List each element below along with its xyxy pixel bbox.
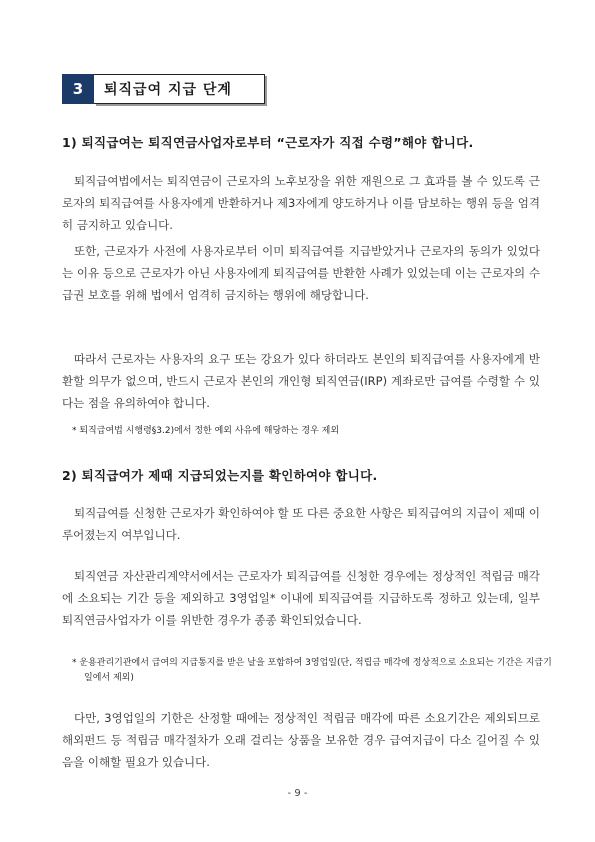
- section-number: 3: [62, 74, 94, 104]
- subsection-1-paragraph-2: 또한, 근로자가 사전에 사용자로부터 이미 퇴직급여를 지급받았거나 근로자의 동의가 있었다는 이유 등으로 근로자가 아닌 사용자에게 퇴직급여를 반환한 사례가 있었는데 이는 근로자의 수급권 보호를 위해 법에서 엄격히 금지하는 행위에 해당합니다.: [62, 244, 540, 302]
- subsection-1-paragraph-3: 따라서 근로자는 사용자의 요구 또는 강요가 있다 하더라도 본인의 퇴직급여를 사용자에게 반환할 의무가 없으며, 반드시 근로자 본인의 개인형 퇴직연금(IRP) 계좌로만 급여를 수령할 수 있다는 점을 유의하여야 합니다.: [62, 352, 540, 410]
- subsection-2-paragraph-2: 퇴직연금 자산관리계약서에서는 근로자가 퇴직급여를 신청한 경우에는 정상적인 적립금 매각에 소요되는 기간 등을 제외하고 3영업일* 이내에 퇴직급여를 지급하도록 정하고 있는데, 일부 퇴직연금사업자가 이를 위반한 경우가 종종 확인되었습니다.: [62, 569, 540, 627]
- subsection-1-note: * 퇴직급여법 시행령§3.2)에서 정한 예외 사유에 해당하는 경우 제외: [72, 426, 340, 436]
- subsection-1-heading: 1) 퇴직급여는 퇴직연금사업자로부터 “근로자가 직접 수령”해야 합니다.: [62, 135, 474, 150]
- page-number: - 9 -: [287, 788, 308, 799]
- subsection-1-paragraph-1: 퇴직급여법에서는 퇴직연금이 근로자의 노후보장을 위한 재원으로 그 효과를 볼 수 있도록 근로자의 퇴직급여를 사용자에게 반환하거나 제3자에게 양도하거나 이를 담보하는 행위 등을 엄격히 금지하고 있습니다.: [62, 174, 540, 232]
- section-header: [62, 74, 265, 104]
- subsection-2-heading: 2) 퇴직급여가 제때 지급되었는지를 확인하여야 합니다.: [62, 468, 378, 483]
- subsection-2-note: * 운용관리기관에서 급여의 지급통지를 받은 날을 포함하여 3영업일(단, 적립금 매각에 정상적으로 소요되는 기간은 지급기일에서 제외): [72, 658, 552, 683]
- subsection-2-paragraph-1: 퇴직급여를 신청한 근로자가 확인하여야 할 또 다른 중요한 사항은 퇴직급여의 지급이 제때 이루어졌는지 여부입니다.: [62, 506, 541, 542]
- closing-paragraph: 다만, 3영업일의 기한은 산정할 때에는 정상적인 적립금 매각에 따른 소요기간은 제외되므로 해외펀드 등 적립금 매각절차가 오래 걸리는 상품을 보유한 경우 급여지급이 다소 길어질 수 있음을 이해할 필요가 있습니다.: [62, 711, 540, 769]
- section-title: 퇴직급여 지급 단계: [94, 74, 265, 104]
